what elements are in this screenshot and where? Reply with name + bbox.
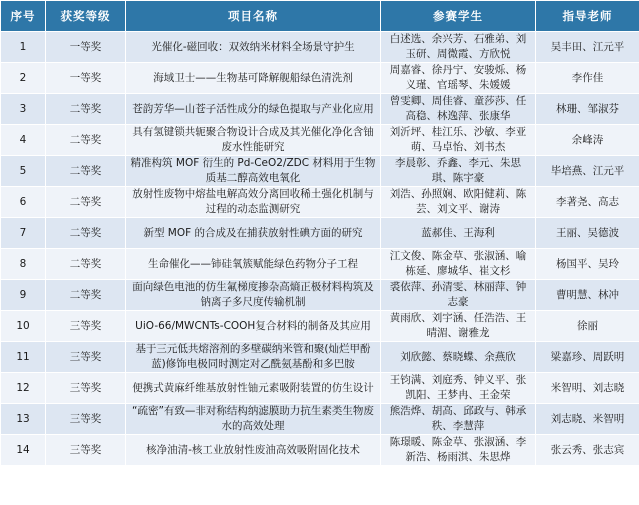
- cell-no: 1: [1, 32, 46, 63]
- header-row: [1, 1, 639, 32]
- cell-students: 刘欣懿、蔡晓蝶、余燕欣: [381, 342, 536, 373]
- cell-project-name: 生命催化——铈硅氧簇赋能绿色药物分子工程: [126, 249, 381, 280]
- cell-award-level: 二等奖: [46, 218, 126, 249]
- cell-teachers: 曹明慧、林冲: [536, 280, 639, 311]
- cell-students: 江文俊、陈金草、张淑涵、喻栋延、廖城华、崔文杉: [381, 249, 536, 280]
- cell-teachers: 李作佳: [536, 63, 639, 94]
- cell-no: 7: [1, 218, 46, 249]
- cell-teachers: 王丽、吴德波: [536, 218, 639, 249]
- cell-project-name: 精准构筑 MOF 衍生的 Pd-CeO2/ZDC 材料用于生物质基二醇高效电氧化: [126, 156, 381, 187]
- cell-no: 8: [1, 249, 46, 280]
- cell-students: 李晨彰、乔鑫、李元、朱思琪、陈宇豪: [381, 156, 536, 187]
- table-row: [1, 280, 639, 311]
- cell-award-level: 一等奖: [46, 63, 126, 94]
- cell-award-level: 二等奖: [46, 187, 126, 218]
- cell-award-level: 一等奖: [46, 32, 126, 63]
- cell-students: 蓝郝佳、王海利: [381, 218, 536, 249]
- cell-project-name: 光催化-磁回收：双效纳米材料全场景守护生: [126, 32, 381, 63]
- table-header: [1, 1, 639, 32]
- table-row: [1, 94, 639, 125]
- table-row: [1, 187, 639, 218]
- cell-award-level: 二等奖: [46, 280, 126, 311]
- cell-award-level: 二等奖: [46, 125, 126, 156]
- cell-students: 裘依萍、孙清雯、林丽萍、钟志豪: [381, 280, 536, 311]
- header-teachers: 指导老师: [536, 1, 639, 32]
- cell-students: 刘浩、孙照娴、欧阳健莉、陈芸、刘文平、谢涛: [381, 187, 536, 218]
- cell-teachers: 张云秀、张志宾: [536, 435, 639, 466]
- table-row: [1, 249, 639, 280]
- cell-no: 5: [1, 156, 46, 187]
- cell-teachers: 梁嘉珍、周跃明: [536, 342, 639, 373]
- cell-project-name: 核净油清-核工业放射性废油高效吸附固化技术: [126, 435, 381, 466]
- header-project-name: 项目名称: [126, 1, 381, 32]
- cell-award-level: 三等奖: [46, 373, 126, 404]
- cell-no: 2: [1, 63, 46, 94]
- cell-students: 陈璟暖、陈金草、张淑涵、李新浩、杨雨淇、朱思烨: [381, 435, 536, 466]
- cell-no: 4: [1, 125, 46, 156]
- cell-award-level: 二等奖: [46, 249, 126, 280]
- table-row: [1, 63, 639, 94]
- cell-project-name: UiO-66/MWCNTs-COOH复合材料的制备及其应用: [126, 311, 381, 342]
- header-no: 序号: [1, 1, 46, 32]
- cell-award-level: 二等奖: [46, 94, 126, 125]
- cell-project-name: 海域卫士——生物基可降解舰船绿色清洗剂: [126, 63, 381, 94]
- cell-project-name: “疏密”有致—非对称结构纳滤膜助力抗生素类生物废水的高效处理: [126, 404, 381, 435]
- cell-students: 周嘉睿、徐丹宁、安骏烁、杨义瑾、官瑶琴、朱媛媛: [381, 63, 536, 94]
- table-row: [1, 156, 639, 187]
- cell-teachers: 吴丰田、江元平: [536, 32, 639, 63]
- cell-project-name: 便携式黄麻纤维基放射性铀元素吸附装置的仿生设计: [126, 373, 381, 404]
- cell-award-level: 二等奖: [46, 156, 126, 187]
- table-row: [1, 125, 639, 156]
- cell-no: 6: [1, 187, 46, 218]
- cell-students: 熊浩烨、胡高、邱政与、韩承秩、李慧萍: [381, 404, 536, 435]
- cell-teachers: 林珊、邹淑芬: [536, 94, 639, 125]
- cell-teachers: 徐丽: [536, 311, 639, 342]
- cell-award-level: 三等奖: [46, 404, 126, 435]
- header-students: 参赛学生: [381, 1, 536, 32]
- cell-no: 12: [1, 373, 46, 404]
- header-award-level: 获奖等级: [46, 1, 126, 32]
- table-row: [1, 373, 639, 404]
- cell-project-name: 新型 MOF 的合成及在捕获放射性碘方面的研究: [126, 218, 381, 249]
- cell-no: 10: [1, 311, 46, 342]
- cell-students: 曾雯卿、周佳睿、童莎莎、任高稳、林逸萍、张康华: [381, 94, 536, 125]
- cell-no: 11: [1, 342, 46, 373]
- cell-teachers: 余峰涛: [536, 125, 639, 156]
- table-row: [1, 311, 639, 342]
- table-row: [1, 342, 639, 373]
- cell-no: 9: [1, 280, 46, 311]
- cell-project-name: 面向绿色电池的仿生氟梯度掺杂高熵正极材料构筑及钠离子多尺度传输机制: [126, 280, 381, 311]
- cell-project-name: 基于三元低共熔溶剂的多壁碳纳米管和聚(灿烂甲酚蓝)修饰电极同时测定对乙酰氨基酚和多巴胺: [126, 342, 381, 373]
- cell-award-level: 三等奖: [46, 311, 126, 342]
- cell-award-level: 三等奖: [46, 435, 126, 466]
- cell-award-level: 三等奖: [46, 342, 126, 373]
- table-row: [1, 218, 639, 249]
- cell-students: 刘沂坪、桂江乐、沙敏、李亚萌、马卓怡、刘书杰: [381, 125, 536, 156]
- cell-teachers: 李著尧、高志: [536, 187, 639, 218]
- cell-no: 13: [1, 404, 46, 435]
- cell-teachers: 米智明、刘志晓: [536, 373, 639, 404]
- cell-project-name: 放射性废物中熔盐电解高效分离回收稀土强化机制与过程的动态监测研究: [126, 187, 381, 218]
- cell-students: 黄雨欣、刘宇涵、任浩浩、王晴湄、谢雅龙: [381, 311, 536, 342]
- cell-project-name: 苍韵芳华—山苍子活性成分的绿色提取与产业化应用: [126, 94, 381, 125]
- table-row: [1, 32, 639, 63]
- cell-no: 3: [1, 94, 46, 125]
- cell-teachers: 杨国平、吴玲: [536, 249, 639, 280]
- cell-students: 白述选、余兴芳、石雅弟、刘玉研、周微霞、方欣悦: [381, 32, 536, 63]
- cell-teachers: 毕培燕、江元平: [536, 156, 639, 187]
- cell-no: 14: [1, 435, 46, 466]
- cell-teachers: 刘志晓、米智明: [536, 404, 639, 435]
- table-row: [1, 435, 639, 466]
- cell-project-name: 具有氢键锁共轭聚合物设计合成及其光催化净化含铀废水性能研究: [126, 125, 381, 156]
- table-body: [1, 32, 639, 466]
- table-row: [1, 404, 639, 435]
- cell-students: 王钧满、刘庭秀、钟义平、张凯阳、王梦冉、王金荣: [381, 373, 536, 404]
